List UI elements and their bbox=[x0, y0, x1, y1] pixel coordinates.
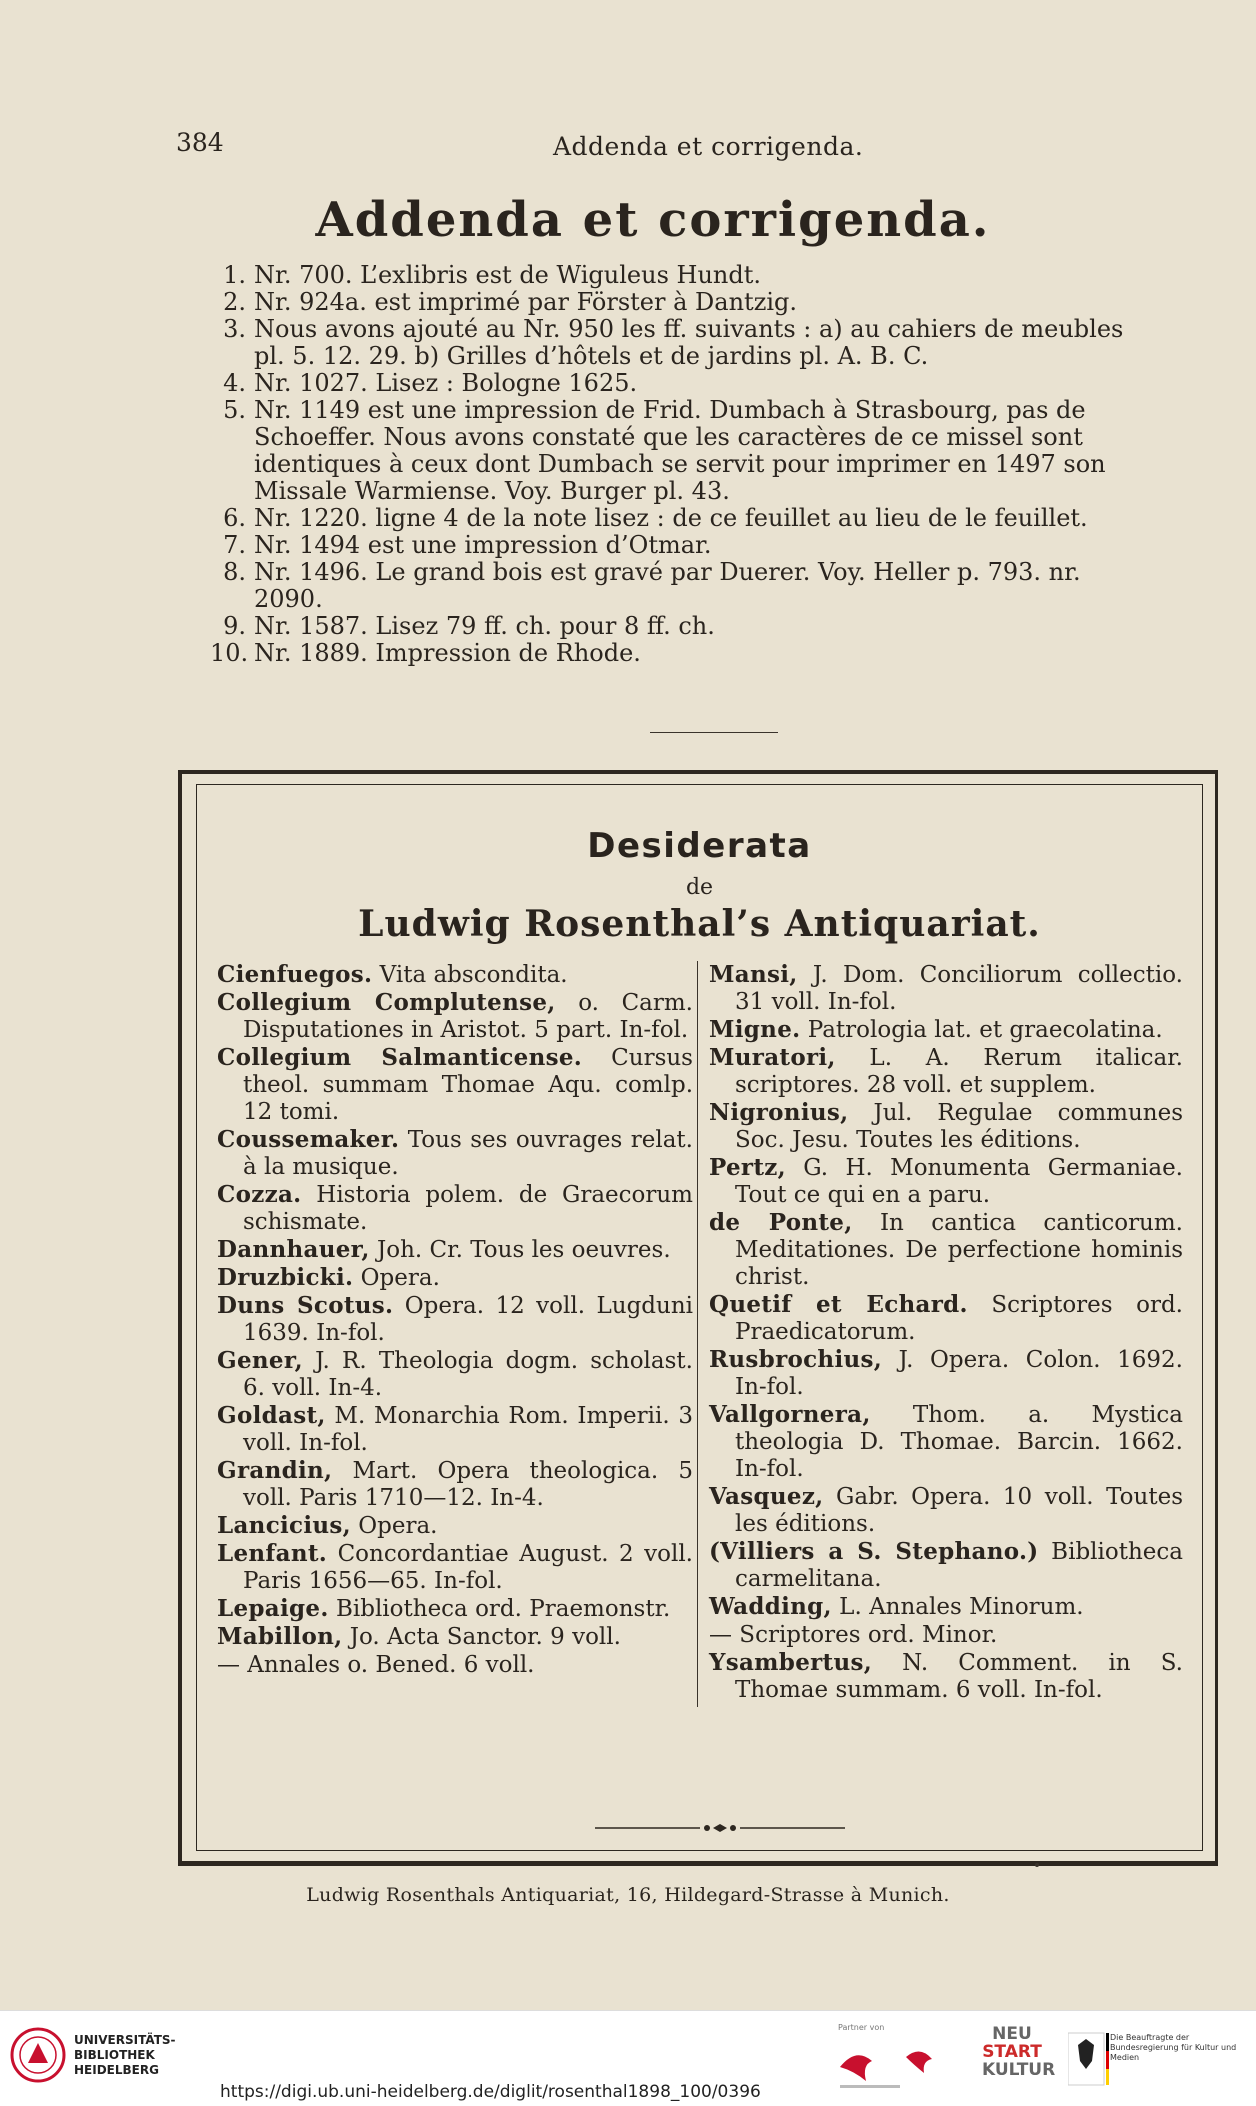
entry-title: Tous ses ouvrages relat. à la musique. bbox=[243, 1127, 693, 1180]
desiderata-entry bbox=[217, 1264, 693, 1292]
desiderata-entry bbox=[709, 961, 1183, 1016]
entry-title: M. Monarchia Rom. Imperii. 3 voll. In-fol. bbox=[243, 1403, 693, 1456]
entry-author: Lancicius, bbox=[217, 1512, 351, 1539]
desiderata-left-column bbox=[217, 961, 693, 1679]
addenda-list bbox=[210, 262, 1150, 667]
entry-author: Ysambertus, bbox=[709, 1649, 873, 1676]
desiderata-right-column bbox=[709, 961, 1183, 1704]
addenda-item-text: Nr. 1027. Lisez : Bologne 1625. bbox=[254, 369, 638, 397]
entry-title: Concordantiae August. 2 voll. Paris 1656—65. In-fol. bbox=[243, 1541, 693, 1594]
entry-title: Joh. Cr. Tous les oeuvres. bbox=[369, 1237, 671, 1263]
entry-author: Duns Scotus. bbox=[217, 1292, 394, 1319]
entry-author: Druzbicki. bbox=[217, 1264, 354, 1291]
entry-title: Thom. a. Mystica theologia D. Thomae. Barcin. 1662. In-fol. bbox=[735, 1402, 1183, 1482]
desiderata-entry bbox=[217, 1651, 693, 1679]
addenda-item-text: Nr. 1220. ligne 4 de la note lisez : de ce feuillet au lieu de le feuillet. bbox=[254, 504, 1088, 532]
addenda-item-text: Nr. 1496. Le grand bois est gravé par Duerer. Voy. Heller p. 793. nr. 2090. bbox=[254, 558, 1081, 613]
desiderata-entry bbox=[217, 1236, 693, 1264]
addenda-item-number: 2. bbox=[223, 288, 246, 316]
entry-title: Scriptores ord. Praedicatorum. bbox=[735, 1292, 1183, 1345]
desiderata-box bbox=[178, 770, 1218, 1866]
entry-title: Patrologia lat. et graecolatina. bbox=[800, 1017, 1163, 1043]
desiderata-inner-frame bbox=[196, 784, 1203, 1851]
desiderata-entry bbox=[709, 1044, 1183, 1099]
addenda-item-number: 7. bbox=[223, 531, 246, 559]
column-divider bbox=[697, 961, 698, 1707]
entry-title: Gabr. Opera. 10 voll. Toutes les éditions. bbox=[735, 1484, 1183, 1537]
desiderata-entry bbox=[709, 1483, 1183, 1538]
neustart-line3: KULTUR bbox=[982, 2060, 1056, 2080]
entry-title: N. Comment. in S. Thomae summam. 6 voll. In-fol. bbox=[735, 1650, 1183, 1703]
entry-author: Migne. bbox=[709, 1016, 801, 1043]
entry-title: Opera. bbox=[353, 1265, 440, 1291]
running-head bbox=[0, 128, 1256, 168]
entry-author: Gener, bbox=[217, 1347, 303, 1374]
addenda-item bbox=[210, 640, 1150, 667]
desiderata-subtitle: Ludwig Rosenthal’s Antiquariat. bbox=[358, 903, 1041, 945]
desiderata-entry bbox=[709, 1346, 1183, 1401]
desiderata-entry bbox=[217, 1540, 693, 1595]
desiderata-entry bbox=[217, 961, 693, 989]
entry-title: J. R. Theologia dogm. scholast. 6. voll. In-4. bbox=[243, 1348, 693, 1401]
addenda-item bbox=[210, 559, 1150, 613]
desiderata-entry bbox=[217, 1402, 693, 1457]
entry-author: (Villiers a S. Stephano.) bbox=[709, 1538, 1039, 1565]
entry-author: Muratori, bbox=[709, 1044, 836, 1071]
addenda-item-number: 3. bbox=[223, 315, 246, 343]
separator-rule bbox=[650, 732, 778, 733]
addenda-item-text: Nr. 924a. est imprimé par Förster à Dantzig. bbox=[254, 288, 797, 316]
addenda-item-number: 8. bbox=[223, 558, 246, 586]
entry-title: Opera. bbox=[350, 1513, 438, 1539]
page-number: 384 bbox=[176, 128, 224, 157]
desiderata-entry bbox=[217, 1512, 693, 1540]
entry-author: Vasquez, bbox=[709, 1483, 824, 1510]
entry-author: Collegium Complutense, bbox=[217, 989, 556, 1016]
desiderata-entry bbox=[709, 1621, 1183, 1649]
desiderata-entry bbox=[709, 1154, 1183, 1209]
entry-author: Dannhauer, bbox=[217, 1236, 370, 1263]
entry-author: de Ponte, bbox=[709, 1209, 853, 1236]
addenda-item bbox=[210, 613, 1150, 640]
speck-mark bbox=[1035, 1863, 1039, 1867]
library-name-line3: HEIDELBERG bbox=[74, 2063, 159, 2077]
entry-author: Nigronius, bbox=[709, 1099, 849, 1126]
entry-author: Goldast, bbox=[217, 1402, 326, 1429]
entry-title: o. Carm. Disputationes in Aristot. 5 part. In-fol. bbox=[243, 990, 693, 1043]
running-title: Addenda et corrigenda. bbox=[553, 132, 864, 161]
entry-title: Jo. Acta Sanctor. 9 voll. bbox=[342, 1624, 621, 1650]
desiderata-entry bbox=[217, 1292, 693, 1347]
entry-author: Wadding, bbox=[709, 1593, 832, 1620]
addenda-item bbox=[210, 505, 1150, 532]
entry-author: Cienfuegos. bbox=[217, 961, 373, 988]
gov-text: Die Beauftragte der Bundesregierung für Kultur und Medien bbox=[1110, 2033, 1237, 2062]
addenda-item-text: Nous avons ajouté au Nr. 950 les ff. suivants : a) au cahiers de meubles pl. 5. 12. 29. b) Grilles d’hôtels et de jardins pl. A. B. C. bbox=[254, 315, 1124, 370]
entry-title: J. Dom. Conciliorum collectio. 31 voll. In-fol. bbox=[735, 962, 1183, 1015]
addenda-item bbox=[210, 262, 1150, 289]
entry-title: J. Opera. Colon. 1692. In-fol. bbox=[735, 1347, 1183, 1400]
addenda-item-text: Nr. 1889. Impression de Rhode. bbox=[254, 639, 641, 667]
addenda-item bbox=[210, 532, 1150, 559]
desiderata-entry bbox=[709, 1649, 1183, 1704]
addenda-item-number: 10. bbox=[210, 639, 249, 667]
desiderata-entry bbox=[217, 1181, 693, 1236]
entry-title: In cantica canticorum. Meditationes. De perfectione hominis christ. bbox=[735, 1210, 1183, 1290]
entry-title: L. Annales Minorum. bbox=[831, 1594, 1084, 1620]
entry-title: Historia polem. de Graecorum schismate. bbox=[243, 1182, 693, 1235]
desiderata-entry bbox=[217, 1623, 693, 1651]
page-url[interactable]: https://digi.ub.uni-heidelberg.de/diglit/rosenthal1898_100/0396 bbox=[220, 2082, 761, 2102]
desiderata-title: Desiderata bbox=[587, 826, 812, 866]
desiderata-entry bbox=[709, 1016, 1183, 1044]
entry-title: Mart. Opera theologica. 5 voll. Paris 1710—12. In-4. bbox=[243, 1458, 693, 1511]
entry-author: Vallgornera, bbox=[709, 1401, 871, 1428]
addenda-item-number: 1. bbox=[223, 261, 246, 289]
addenda-item-text: Nr. 1587. Lisez 79 ff. ch. pour 8 ff. ch. bbox=[254, 612, 715, 640]
desiderata-entry bbox=[217, 1126, 693, 1181]
addenda-item-number: 5. bbox=[223, 396, 246, 424]
desiderata-entry bbox=[709, 1291, 1183, 1346]
entry-author: Rusbrochius, bbox=[709, 1346, 883, 1373]
entry-author: Pertz, bbox=[709, 1154, 786, 1181]
entry-author: Lepaige. bbox=[217, 1595, 329, 1622]
entry-author: Lenfant. bbox=[217, 1540, 328, 1567]
entry-title: — Scriptores ord. Minor. bbox=[709, 1622, 998, 1648]
partner-label: Partner von bbox=[838, 2023, 885, 2032]
library-name-line2: BIBLIOTHEK bbox=[74, 2048, 155, 2062]
desiderata-entry bbox=[709, 1538, 1183, 1593]
addenda-item-text: Nr. 700. L’exlibris est de Wiguleus Hundt. bbox=[254, 261, 762, 289]
neustart-line2: START bbox=[982, 2042, 1042, 2062]
addenda-title: Addenda et corrigenda. bbox=[315, 192, 991, 248]
entry-title: L. A. Rerum italicar. scriptores. 28 voll. et supplem. bbox=[735, 1045, 1183, 1098]
entry-title: G. H. Monumenta Germaniae. Tout ce qui en a paru. bbox=[735, 1155, 1183, 1208]
addenda-item bbox=[210, 370, 1150, 397]
addenda-item-number: 9. bbox=[223, 612, 246, 640]
addenda-item bbox=[210, 397, 1150, 505]
entry-title: Bibliotheca carmelitana. bbox=[735, 1539, 1183, 1592]
entry-author: Cozza. bbox=[217, 1181, 302, 1208]
footer-imprint: Ludwig Rosenthals Antiquariat, 16, Hildegard-Strasse à Munich. bbox=[306, 1884, 950, 1906]
entry-title: Vita abscondita. bbox=[372, 962, 568, 988]
entry-title: Cursus theol. summam Thomae Aqu. comlp. 12 tomi. bbox=[243, 1045, 693, 1125]
neustart-kultur-logo[interactable] bbox=[982, 2024, 1056, 2080]
entry-title: Bibliotheca ord. Praemonstr. bbox=[328, 1596, 671, 1622]
university-seal-icon[interactable] bbox=[10, 2027, 66, 2083]
desiderata-de: de bbox=[685, 875, 714, 900]
entry-title: Opera. 12 voll. Lugduni 1639. In-fol. bbox=[243, 1293, 693, 1346]
desiderata-entry bbox=[217, 989, 693, 1044]
addenda-item-number: 6. bbox=[223, 504, 246, 532]
addenda-item-text: Nr. 1149 est une impression de Frid. Dumbach à Strasbourg, pas de Schoeffer. Nous avons constaté que les caractères de ce missel sont identiques à ceux dont Dumbach se servit pour imprimer en 1497 son Missale Warmiense. Voy. Burger pl. 43. bbox=[254, 396, 1106, 505]
desiderata-entry bbox=[709, 1099, 1183, 1154]
url-bar[interactable] bbox=[0, 2080, 1256, 2106]
desiderata-entry bbox=[709, 1209, 1183, 1291]
library-name[interactable] bbox=[74, 2033, 176, 2078]
desiderata-entry bbox=[217, 1457, 693, 1512]
entry-author: Mabillon, bbox=[217, 1623, 343, 1650]
library-name-line1: UNIVERSITÄTS- bbox=[74, 2033, 176, 2047]
neustart-line1: NEU bbox=[992, 2024, 1032, 2044]
desiderata-entry bbox=[217, 1595, 693, 1623]
addenda-item bbox=[210, 289, 1150, 316]
addenda-item-text: Nr. 1494 est une impression d’Otmar. bbox=[254, 531, 712, 559]
ornament-rule bbox=[595, 1823, 845, 1833]
entry-title: Jul. Regulae communes Soc. Jesu. Toutes les éditions. bbox=[735, 1100, 1183, 1153]
entry-author: Collegium Salmanticense. bbox=[217, 1044, 583, 1071]
desiderata-entry bbox=[709, 1401, 1183, 1483]
entry-author: Coussemaker. bbox=[217, 1126, 400, 1153]
addenda-item-number: 4. bbox=[223, 369, 246, 397]
entry-author: Grandin, bbox=[217, 1457, 333, 1484]
entry-author: Quetif et Echard. bbox=[709, 1291, 968, 1318]
desiderata-entry bbox=[217, 1347, 693, 1402]
desiderata-entry bbox=[217, 1044, 693, 1126]
desiderata-entry bbox=[709, 1593, 1183, 1621]
entry-author: Mansi, bbox=[709, 961, 798, 988]
entry-title: — Annales o. Bened. 6 voll. bbox=[217, 1652, 535, 1678]
addenda-item bbox=[210, 316, 1150, 370]
